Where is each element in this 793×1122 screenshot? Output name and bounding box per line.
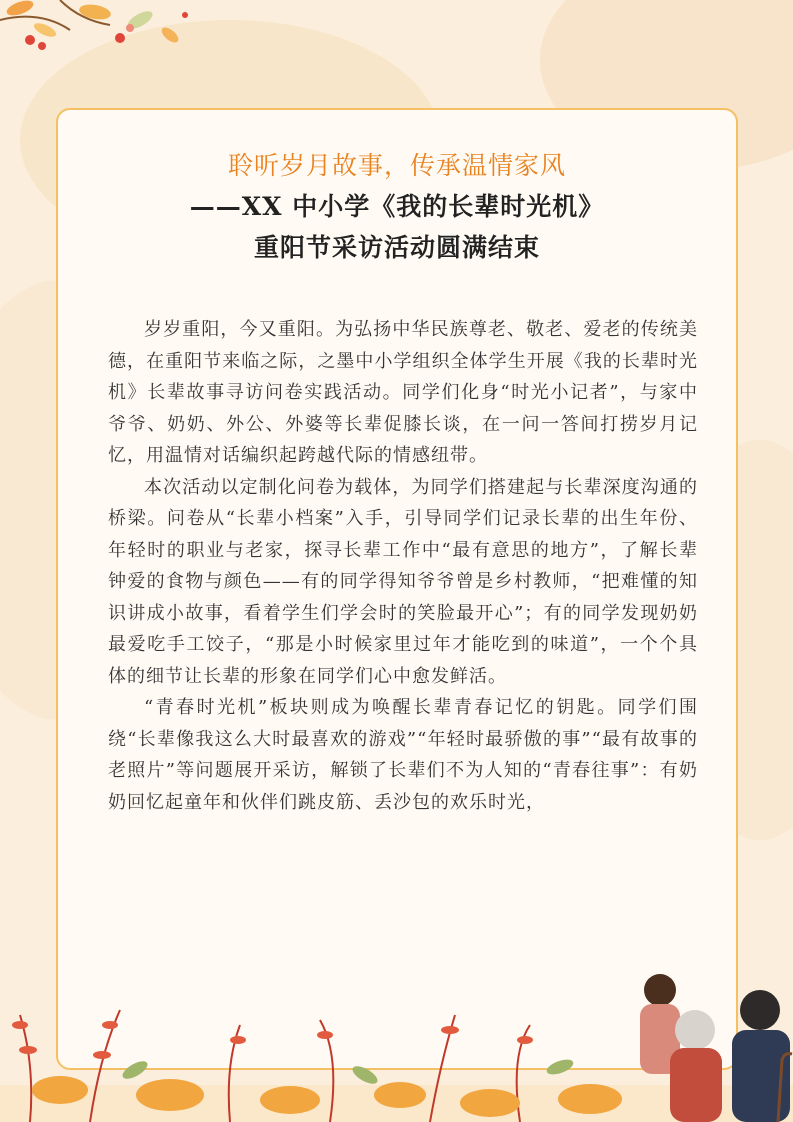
article-body bbox=[108, 314, 698, 818]
article-card bbox=[56, 108, 738, 1070]
title-line-2: ——XX 中小学《我的长辈时光机》 bbox=[189, 192, 605, 221]
title-line-1: 聆听岁月故事，传承温情家风 bbox=[227, 151, 566, 180]
title-line-3: 重阳节采访活动圆满结束 bbox=[253, 233, 540, 262]
paragraph: “青春时光机”板块则成为唤醒长辈青春记忆的钥匙。同学们围绕“长辈像我这么大时最喜欢的游戏”“年轻时最骄傲的事”“最有故事的老照片”等问题展开采访，解锁了长辈们不为人知的“青春往事”：有奶奶回忆起童年和伙伴们跳皮筋、丢沙包的欢乐时光， bbox=[108, 697, 698, 813]
article-title bbox=[58, 146, 736, 268]
paragraph: 本次活动以定制化问卷为载体，为同学们搭建起与长辈深度沟通的桥梁。问卷从“长辈小档案”入手，引导同学们记录长辈的出生年份、年轻时的职业与老家，探寻长辈工作中“最有意思的地方”，了解长辈钟爱的食物与颜色——有的同学得知爷爷曾是乡村教师，“把难懂的知识讲成小故事，看着学生们学会时的笑脸最开心”；有的同学发现奶奶最爱吃手工饺子，“那是小时候家里过年才能吃到的味道”，一个个具体的细节让长辈的形象在同学们心中愈发鲜活。 bbox=[108, 476, 698, 687]
paragraph: 岁岁重阳，今又重阳。为弘扬中华民族尊老、敬老、爱老的传统美德，在重阳节来临之际，之墨中小学组织全体学生开展《我的长辈时光机》长辈故事寻访问卷实践活动。同学们化身“时光小记者”，与家中爷爷、奶奶、外公、外婆等长辈促膝长谈，在一问一答间打捞岁月记忆，用温情对话编织起跨越代际的情感纽带。 bbox=[108, 319, 698, 466]
